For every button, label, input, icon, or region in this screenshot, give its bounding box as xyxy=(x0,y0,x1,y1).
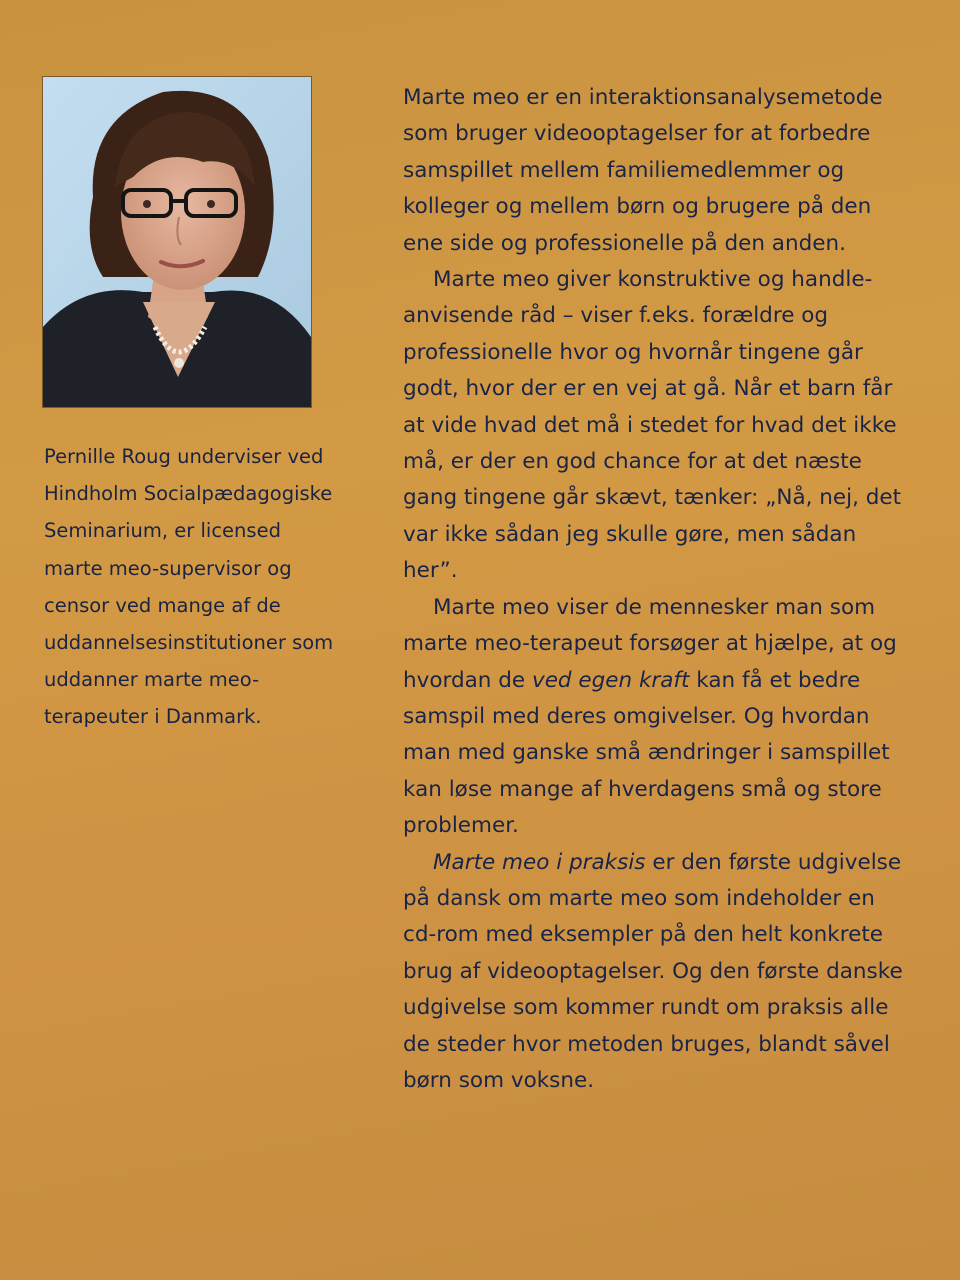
text-line: må, er der en god chance for at det næste xyxy=(403,449,862,475)
bio-line: marte meo-supervisor og xyxy=(44,556,292,580)
text-line: på dansk om marte meo som indeholder en xyxy=(403,885,875,911)
text-line: samspil med deres omgivelser. Og hvordan xyxy=(403,703,870,729)
text-line: at vide hvad det må i stedet for hvad det ikke xyxy=(403,412,897,438)
text-fragment: kan få et bedre xyxy=(689,667,861,693)
text-line xyxy=(403,845,948,881)
text-line: kan løse mange af hverdagens små og store xyxy=(403,776,882,802)
book-description xyxy=(403,80,948,1099)
author-photo xyxy=(42,76,312,408)
text-line: Marte meo er en interaktionsanalysemetode xyxy=(403,85,883,110)
text-line xyxy=(403,663,948,699)
text-line: som bruger videooptagelser for at forbedre xyxy=(403,121,871,147)
text-line: marte meo-terapeut forsøger at hjælpe, at og xyxy=(403,631,897,657)
text-line: var ikke sådan jeg skulle gøre, men sådan xyxy=(403,521,857,547)
text-line: problemer. xyxy=(403,813,519,839)
author-bio xyxy=(44,438,374,736)
text-line: Marte meo viser de mennesker man som xyxy=(433,594,876,620)
text-line: brug af videooptagelser. Og den første danske xyxy=(403,958,903,984)
text-line: ene side og professionelle på den anden. xyxy=(403,230,846,256)
bio-line: uddanner marte meo- xyxy=(44,668,260,692)
text-fragment: hvordan de xyxy=(403,667,532,693)
text-line: gang tingene går skævt, tænker: „Nå, nej, det xyxy=(403,485,902,511)
text-line: cd-rom med eksempler på den helt konkrete xyxy=(403,922,884,948)
bio-line: uddannelsesinstitutioner som xyxy=(44,631,334,655)
paragraph-2 xyxy=(403,262,948,590)
text-line: her”. xyxy=(403,558,458,584)
text-line: professionelle hvor og hvornår tingene går xyxy=(403,339,863,365)
text-line: udgivelse som kommer rundt om praksis alle xyxy=(403,995,889,1021)
text-fragment: er den første udgivelse xyxy=(645,849,902,875)
text-line: Marte meo giver konstruktive og handle- xyxy=(433,267,873,293)
paragraph-1 xyxy=(403,80,948,262)
book-title-emphasis: Marte meo i praksis xyxy=(433,849,646,875)
bio-line: Seminarium, er licensed xyxy=(44,519,281,543)
text-line: de steder hvor metoden bruges, blandt såvel xyxy=(403,1031,890,1057)
paragraph-4 xyxy=(403,845,948,1100)
paragraph-3 xyxy=(403,590,948,845)
bio-line: censor ved mange af de xyxy=(44,593,281,617)
text-line: samspillet mellem familiemedlemmer og xyxy=(403,157,845,183)
text-line: børn som voksne. xyxy=(403,1067,595,1093)
text-line: godt, hvor der er en vej at gå. Når et barn får xyxy=(403,376,893,402)
emphasis-text: ved egen kraft xyxy=(531,667,690,693)
text-line: man med ganske små ændringer i samspillet xyxy=(403,740,890,766)
bio-line: Pernille Roug underviser ved xyxy=(44,445,324,468)
text-line: kolleger og mellem børn og brugere på den xyxy=(403,194,872,220)
bio-line: terapeuter i Danmark. xyxy=(44,705,262,729)
text-line: anvisende råd – viser f.eks. forældre og xyxy=(403,303,829,329)
bio-line: Hindholm Socialpædagogiske xyxy=(44,482,333,506)
